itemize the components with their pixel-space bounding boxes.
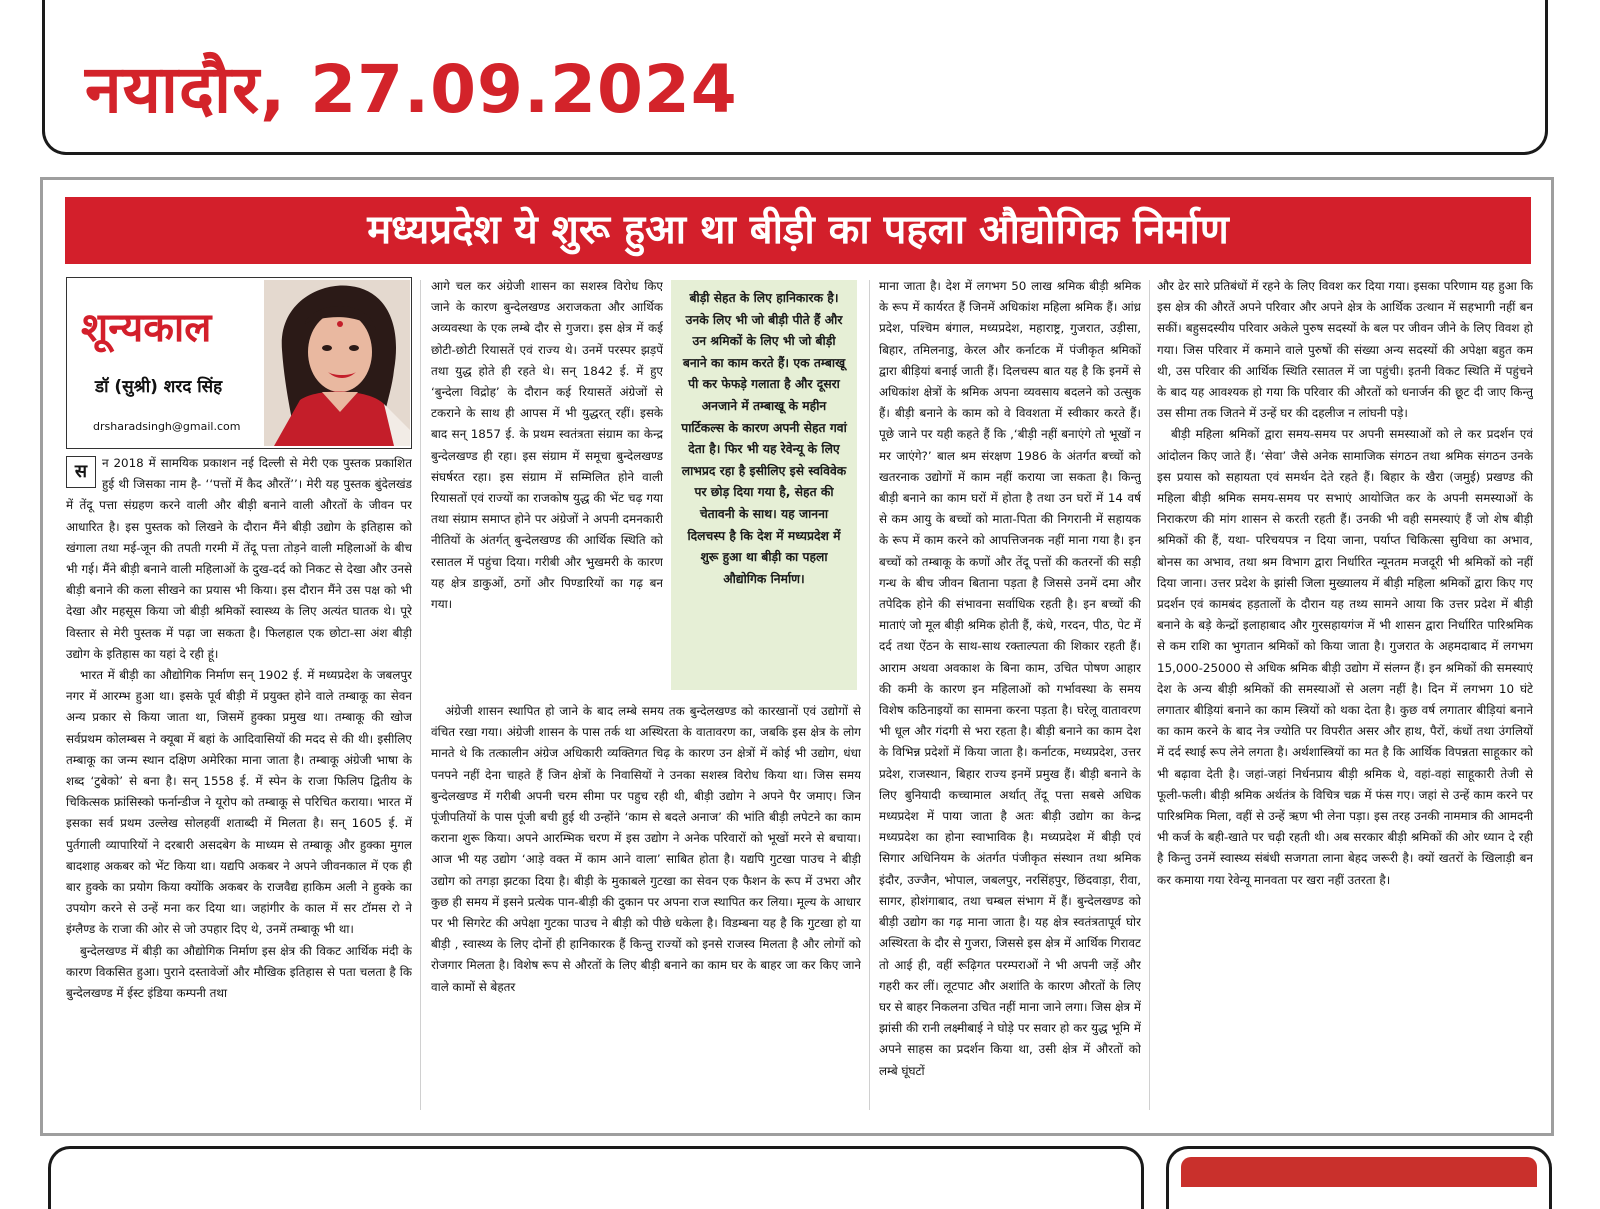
masthead — [42, 0, 1548, 155]
column-rule — [1149, 280, 1150, 1110]
paragraph: आगे चल कर अंग्रेजी शासन का सशस्त्र विरोध किए जाने के कारण बुन्देलखण्ड अराजकता और आर्थिक अव्यवस्था के एक लम्बे दौर से गुजरा। इस क्षेत्र में कई छोटी-छोटी रियासतें एवं राज्य थे। उनमें परस्पर झड़पें तथा युद्ध होते ही रहते थे। सन् 1842 ई. में हुए ‘बुन्देला विद्रोह’ के दौरान कई रियासतें अंग्रेजों से टकराने के साथ ही आपस में भी युद्धरत् रहीं। इसके बाद सन् 1857 ई. के प्रथम स्वतंत्रता संग्राम का केन्द्र बुन्देलखण्ड ही रहा। इस संग्राम में समूचा बुन्देलखण्ड संघर्षरत रहा। इस संग्राम में सम्मिलित होने वाली रियासतों एवं राज्यों का राजकोष युद्ध की भेंट चढ़ गया तथा संग्राम समाप्त होने पर अंग्रेजों ने अपनी दमनकारी नीतियों के अंतर्गत् बुन्देलखण्ड की आर्थिक स्थिति को रसातल में पहुंचा दिया। गरीबी और भुखमरी के कारण यह क्षेत्र डाकुओं, ठगों और पिण्डारियों का गढ़ बन गया। — [431, 279, 663, 612]
column-4 — [1157, 276, 1533, 1117]
paragraph-text: न 2018 में सामयिक प्रकाशन नई दिल्ली से मेरी एक पुस्तक प्रकाशित हुई थी जिसका नाम है- ‘‘पत्तों में कैद औरतें’’। मेरी यह पुस्तक बुंदेलखंड में तेंदू पत्ता संग्रहण करने वाली और बीड़ी बनाने वाली औरतों के जीवन पर आधारित है। इस पुस्तक को लिखने के दौरान मैंने बीड़ी उद्योग के इतिहास को खंगाला तथा मई-जून की तपती गरमी में तेंदू पत्ता तोड़ने वाली महिलाओं के बीच भी गई। मैंने बीड़ी बनाने वाली महिलाओं के दुख-दर्द को निकट से देखा और उनसे बीड़ी बनाने की कला सीखने का प्रयास भी किया। इस दौरान मैंने उस पक्ष को भी देखा और महसूस किया जो बीड़ी श्रमिकों स्वास्थ्य के लिए अत्यंत घातक थे। पूरे विस्तार से मेरी पुस्तक में पढ़ा जा सकता है। फिलहाल एक छोटा-सा अंश बीड़ी उद्योग के इतिहास का यहां दे रही हूं। — [66, 456, 412, 661]
author-email: drsharadsingh@gmail.com — [93, 420, 241, 433]
column-3 — [879, 276, 1141, 1117]
paragraph: बुन्देलखण्ड में बीड़ी का औद्योगिक निर्माण इस क्षेत्र की विकट आर्थिक मंदी के कारण विकसित हुआ। पुराने दस्तावेजों और मौखिक इतिहास से पता चलता है कि बुन्देलखण्ड में ईस्ट इंडिया कम्पनी तथा — [66, 943, 412, 1001]
drop-cap: स — [66, 456, 96, 488]
column-rule — [420, 280, 421, 1110]
column-name: शून्यकाल — [81, 305, 212, 351]
masthead-title: नयादौर, 27.09.2024 — [85, 51, 738, 128]
sidebar-article-frame — [1166, 1146, 1552, 1209]
author-name: डॉ (सुश्री) शरद सिंह — [95, 377, 223, 397]
paragraph: अंग्रेजी शासन स्थापित हो जाने के बाद लम्बे समय तक बुन्देलखण्ड को कारखानों एवं उद्योगों से वंचित रखा गया। अंग्रेजी शासन के पास तर्क था अस्थिरता के वातावरण का, जबकि इस क्षेत्र के लोग मानते थे कि तत्कालीन अंग्रेज अधिकारी व्यक्तिगत चिढ़ के कारण उन क्षेत्रों में कोई भी उद्योग, धंधा पनपने नहीं देना चाहते हैं जिन क्षेत्रों के निवासियों ने उनका सशस्त्र विरोध किया था। जिस समय बुन्देलखण्ड में गरीबी अपनी चरम सीमा पर पहुच रही थी, बीड़ी उद्योग ने अपने पैर जमाए। जिन पूंजीपतियों के पास पूंजी बची हुई थी उन्होंने ‘काम से बदले अनाज’ की भांति बीड़ी लपेटने का काम कराना शुरू किया। अपने आरम्भिक चरण में इस उद्योग ने अनेक परिवारों को भूखों मरने से बचाया। आज भी यह उद्योग ‘आड़े वक्त में काम आने वाला’ साबित होता है। यद्यपि गुटखा पाउच ने बीड़ी उद्योग को तगड़ा झटका दिया है। बीड़ी के मुकाबले गुटखा का सेवन एक फैशन के रूप में उभरा और कुछ ही समय में इसने प्रत्येक पान-बीड़ी की दुकान पर अपना राज स्थापित कर लिया। मूल्य के आधार पर भी सिगरेट की अपेक्षा गुटका पाउच ने बीड़ी को पीछे धकेला है। विडम्बना यह है कि गुटखा हो या बीड़ी , स्वास्थ्य के लिए दोनों ही हानिकारक हैं किन्तु राज्यों को इनसे राजस्व मिलता है और लोगों को रोजगार मिलता है। विशेष रूप से औरतों के लिए बीड़ी बनाने का काम घर के बाहर जा कर किए जाने वाले कामों से बेहतर — [431, 704, 861, 994]
byline-box — [66, 277, 412, 449]
sidebar-header-strip — [1181, 1157, 1537, 1187]
author-portrait-icon — [264, 280, 410, 446]
paragraph — [66, 453, 412, 665]
article-headline: मध्यप्रदेश ये शुरू हुआ था बीड़ी का पहला औद्योगिक निर्माण — [65, 197, 1531, 264]
paragraph: और ढेर सारे प्रतिबंधों में रहने के लिए विवश कर दिया गया। इसका परिणाम यह हुआ कि इस क्षेत्र की औरतें अपने परिवार और अपने क्षेत्र के आर्थिक उत्थान में सहभागी नहीं बन सकीं। बहुसदस्यीय परिवार अकेले पुरुष सदस्यों के बल पर जीवन जीने के लिए विवश हो गया। जिस परिवार में कमाने वाले पुरुषों की संख्या अन्य सदस्यों की अपेक्षा बहुत कम थी, उस परिवार की आर्थिक स्थिति रसातल में जा पहुंची। इतनी विकट स्थिति में पहुंचने के बाद यह आवश्यक हो गया कि परिवार की औरतों को धनार्जन की छूट दी जाए किन्तु उस सीमा तक जितने में उन्हें घर की दहलीज न लांघनी पड़े। — [1157, 279, 1533, 421]
column-2-bottom — [431, 701, 861, 1117]
paragraph: बीड़ी महिला श्रमिकों द्वारा समय-समय पर अपनी समस्याओं को ले कर प्रदर्शन एवं आंदोलन किए जाते हैं। ‘सेवा’ जैसे अनेक सामाजिक संगठन तथा श्रमिक संगठन उनके इस प्रयास को सहायता एवं समर्थन देते रहते हैं। बिहार के खैरा (जमुई) प्रखण्ड की महिला बीड़ी श्रमिक समय-समय पर सभाएं आयोजित कर के अपनी समस्याओं के निराकरण की मांग शासन से करती रहती हैं। उनकी भी वही समस्याएं हैं जो शेष बीड़ी श्रमिकों की हैं, यथा- परिचयपत्र न दिया जाना, पर्याप्त चिकित्सा सुविधा का अभाव, बोनस का अभाव, तथा श्रम विभाग द्वारा निर्धारित न्यूनतम मजदूरी भी श्रमिकों को नहीं दिया जाना। उत्तर प्रदेश के झांसी जिला मुख्यालय में बीड़ी महिला श्रमिकों द्वारा किए गए प्रदर्शन एवं कामबंद हड़तालों के दौरान यह तथ्य सामने आया कि उत्तर प्रदेश में बीड़ी बनाने के बड़े केन्द्रों इलाहाबाद और गुरसहायगंज में भी शासन द्वारा निर्धारित पारिश्रमिक से कम राशि का भुगतान श्रमिकों को किया जाता है। गुजरात के अहमदाबाद में लगभग 15,000-25000 से अधिक श्रमिक बीड़ी उद्योग में संलग्न हैं। इन श्रमिकों की समस्याएं देश के अन्य बीड़ी श्रमिकों की समस्याओं से अलग नहीं है। दिन में लगभग 10 घंटे लगातार बीड़ियां बनाने का काम स्त्रियों को थका देता है। कुछ वर्ष लगातार बीड़ियां बनाने का काम करने के बाद नेत्र ज्योति पर विपरीत असर और हाथ, पैरों, कंधों तथा उंगलियों में दर्द स्थाई रूप लेने लगता है। अर्थशास्त्रियों का मत है कि आर्थिक विपन्नता साहूकार को भी बढ़ावा देती है। जहां-जहां निर्धनप्राय बीड़ी श्रमिक थे, वहां-वहां साहूकारी तेजी से फूली-फली। बीड़ी श्रमिक अर्थतंत्र के विचित्र चक्र में फंस गए। जहां से उन्हें काम करने पर पारिश्रमिक मिला, वहीं से उन्हें ऋण भी लेना पड़ा। इस तरह उनकी नाममात्र की आमदनी भी कर्ज के बही-खाते पर चढ़ी रहती थी। अब सरकार बीड़ी श्रमिकों की ओर ध्यान दे रही है किन्तु उनमें स्वास्थ्य संबंधी सजगता लाना बेहद जरूरी है। क्यों खतरों के खिलाड़ी बन कर कमाया गया रेवेन्यू मानवता पर खरा नहीं उतरता है। — [1157, 427, 1533, 887]
column-rule — [869, 280, 870, 1110]
column-1 — [66, 453, 412, 1117]
author-photo — [264, 280, 410, 446]
pull-quote: बीड़ी सेहत के लिए हानिकारक है। उनके लिए भी जो बीड़ी पीते हैं और उन श्रमिकों के लिए भी जो बीड़ी बनाने का काम करते हैं। एक तम्बाखू पी कर फेफड़े गलाता है और दूसरा अनजाने में तम्बाखू के महीन पार्टिकल्स के कारण अपनी सेहत गवां देता है। फिर भी यह रेवेन्यू के लिए लाभप्रद रहा है इसीलिए इसे स्वविवेक पर छोड़ दिया गया है, सेहत की चेतावनी के साथ। यह जानना दिलचस्प है कि देश में मध्यप्रदेश में शुरू हुआ था बीड़ी का पहला औद्योगिक निर्माण। — [671, 280, 857, 690]
paragraph: भारत में बीड़ी का औद्योगिक निर्माण सन् 1902 ई. में मध्यप्रदेश के जबलपुर नगर में आरम्भ हुआ था। इसके पूर्व बीड़ी में प्रयुक्त होने वाले तम्बाकू का सेवन अन्य प्रकार से किया जाता था, जिसमें हुक्का प्रमुख था। तम्बाकू की खोज सर्वप्रथम कोलम्बस ने क्यूबा में बहां के आदिवासियों की मदद से की थी। इसीलिए तम्बाकू का जन्म स्थान दक्षिण अमेरिका माना जाता है। तम्बाकू अंग्रेजी भाषा के शब्द ‘टुबेको’ से बना है। सन् 1558 ई. में स्पेन के राजा फिलिप द्वितीय के चिकित्सक फ्रांसिस्को फर्नान्डीज ने यूरोप को तम्बाकू से परिचित कराया। भारत में इसका सर्व प्रथम उल्लेख सोलहवीं शताब्दी में मिलता है। सन् 1605 ई. में पुर्तगाली व्यापारियों ने दरबारी असदबेग के माध्यम से तम्बाकू और हुक्का मुगल बादशाह अकबर को भेंट किया था। यद्यपि अकबर ने अपने जीवनकाल में एक ही बार हुक्के का प्रयोग किया क्योंकि अकबर के राजवैद्य हाकिम अली ने हुक्के का उपयोग करने से उन्हें मना कर दिया था। जहांगीर के काल में सर टॉमस रो ने इंग्लैण्ड के राजा की ओर से जो उपहार दिए थे, उनमें तम्बाकू भी था। — [66, 668, 412, 937]
paragraph: माना जाता है। देश में लगभग 50 लाख श्रमिक बीड़ी श्रमिक के रूप में कार्यरत हैं जिनमें अधिकांश महिला श्रमिक हैं। आंध्र प्रदेश, पश्चिम बंगाल, मध्यप्रदेश, महाराष्ट्र, गुजरात, उड़ीसा, बिहार, तमिलनाडु, केरल और कर्नाटक में पंजीकृत श्रमिकों द्वारा बीड़ियां बनाई जाती हैं। दिलचस्प बात यह है कि इनमें से अधिकांश क्षेत्रों के श्रमिक अपना व्यवसाय बदलने को उत्सुक हैं। बीड़ी बनाने के काम को वे विवशता में स्वीकार करते हैं। पूछे जाने पर यही कहते हैं कि ,‘बीड़ी नहीं बनाएंगे तो भूखों न मर जाएंगे?’ बाल श्रम संरक्षण 1986 के अंतर्गत बच्चों को खतरनाक उद्योगों में काम नहीं कराया जा सकता है। किन्तु बीड़ी बनाने का काम घरों में होता है तथा उन घरों में 14 वर्ष से कम आयु के बच्चों को माता-पिता की निगरानी में सहायक के रूप में काम करने को आपत्तिजनक नहीं माना गया है। इन बच्चों को तम्बाकू के कणों और तेंदू पत्तों की कतरनों की सड़ी गन्ध के बीच जीवन बिताना पड़ता है जिससे उनमें दमा और तपेदिक होने की संभावना सर्वाधिक रहती है। इन बच्चों की माताएं जो मूल बीड़ी श्रमिक होती हैं, कंधे, गरदन, पीठ, पेट में दर्द तथा ऐंठन के साथ-साथ रक्ताल्पता की शिकार रहती हैं। आराम अथवा अवकाश के बिना काम, उचित पोषण आहार की कमी के कारण इन महिलाओं को गर्भावस्था के समय विशेष कठिनाइयों का सामना करना पड़ता है। घरेलू वातावरण भी धूल और गंदगी से भरा रहता है। बीड़ी बनाने का काम देश के विभिन्न प्रदेशों में किया जाता है। कर्नाटक, मध्यप्रदेश, उत्तर प्रदेश, राजस्थान, बिहार राज्य इनमें प्रमुख हैं। बीड़ी बनाने के लिए बुनियादी कच्चामाल अर्थात् तेंदू पत्ता सबसे अधिक मध्यप्रदेश में पाया जाता है अतः बीड़ी उद्योग का केन्द्र मध्यप्रदेश का होना स्वाभाविक है। मध्यप्रदेश में बीड़ी एवं सिगार अधिनियम के अंतर्गत पंजीकृत संस्थान तथा श्रमिक इंदौर, उज्जैन, भोपाल, जबलपुर, नरसिंहपुर, छिंदवाड़ा, रीवा, सागर, होशंगाबाद, तथा चम्बल संभाग में हैं। बुन्देलखण्ड को बीड़ी उद्योग का गढ़ माना जाता है। यह क्षेत्र स्वतंत्रतापूर्व घोर अस्थिरता के दौर से गुजरा, जिससे इस क्षेत्र में आर्थिक गिरावट तो आई ही, वहीं रूढ़िगत परम्पराओं ने भी अपनी जड़ें और गहरी कर लीं। लूटपाट और अशांति के कारण औरतों के लिए घर से बाहर निकलना उचित नहीं माना जाने लगा। जिस क्षेत्र में झांसी की रानी लक्ष्मीबाई ने घोड़े पर सवार हो कर युद्ध भूमि में अपने साहस का प्रदर्शन किया था, उसी क्षेत्र में औरतों को लम्बे घूंघटों — [879, 279, 1141, 1078]
next-article-frame — [48, 1146, 1144, 1209]
column-2-top — [431, 276, 663, 696]
article-frame — [40, 177, 1554, 1136]
